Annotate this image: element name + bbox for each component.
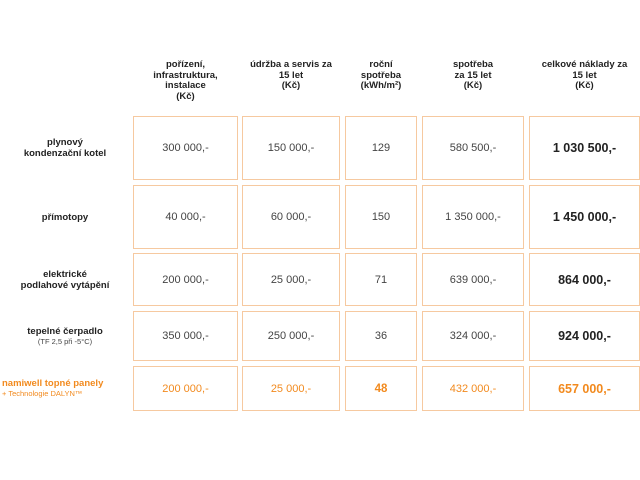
text-line: kondenzační kotel bbox=[23, 148, 107, 159]
table-cell: 150 bbox=[345, 185, 417, 249]
table-cell: 639 000,- bbox=[422, 253, 524, 306]
table-cell: 60 000,- bbox=[242, 185, 340, 249]
table-cell: 432 000,- bbox=[422, 366, 524, 411]
text-line: elektrické bbox=[43, 268, 87, 280]
text-line: (Kč) bbox=[281, 80, 301, 91]
table-cell: 580 500,- bbox=[422, 116, 524, 180]
text-line: celkové náklady za bbox=[541, 59, 628, 70]
text-line: infrastruktura, bbox=[153, 69, 218, 81]
table-cell: 25 000,- bbox=[242, 253, 340, 306]
row-label bbox=[0, 311, 130, 361]
table-cell: 71 bbox=[345, 253, 417, 306]
text-line: (Kč) bbox=[575, 80, 594, 91]
text-line: (kWh/m²) bbox=[360, 80, 402, 91]
text-line: 15 let bbox=[572, 69, 597, 81]
text-line: tepelné čerpadlo bbox=[27, 325, 103, 337]
table-cell: 250 000,- bbox=[242, 311, 340, 361]
table-cell: 36 bbox=[345, 311, 417, 361]
text-line: přímotopy bbox=[41, 211, 89, 223]
text-line: údržba a servis za bbox=[250, 59, 332, 70]
row-label bbox=[2, 366, 132, 411]
text-line: roční bbox=[369, 59, 393, 70]
table-cell: 864 000,- bbox=[529, 253, 640, 306]
text-line: pořízení, bbox=[165, 59, 206, 70]
table-cell: 200 000,- bbox=[133, 253, 238, 306]
text-line: spotřeba bbox=[360, 69, 402, 81]
table-cell: 1 450 000,- bbox=[529, 185, 640, 249]
text-line: instalace bbox=[165, 80, 206, 91]
header-total-cost bbox=[529, 60, 640, 110]
table-cell: 40 000,- bbox=[133, 185, 238, 249]
header-annual-consumption bbox=[345, 60, 417, 110]
table-cell: 48 bbox=[345, 366, 417, 411]
header-consumption-15y bbox=[422, 60, 524, 110]
table-cell: 1 030 500,- bbox=[529, 116, 640, 180]
row-label bbox=[0, 116, 130, 180]
header-maintenance bbox=[242, 60, 340, 110]
text-line: plynový bbox=[47, 137, 83, 148]
table-cell: 924 000,- bbox=[529, 311, 640, 361]
table-cell: 657 000,- bbox=[529, 366, 640, 411]
table-cell: 150 000,- bbox=[242, 116, 340, 180]
row-label bbox=[0, 253, 130, 306]
text-line: namiwell topné panely bbox=[2, 378, 104, 389]
text-line: (Kč) bbox=[176, 90, 195, 102]
text-line: za 15 let bbox=[454, 69, 492, 81]
text-line: (Kč) bbox=[463, 80, 483, 91]
table-cell: 350 000,- bbox=[133, 311, 238, 361]
table-cell: 200 000,- bbox=[133, 366, 238, 411]
table-cell: 324 000,- bbox=[422, 311, 524, 361]
text-line: podlahové vytápění bbox=[20, 279, 110, 291]
table-cell: 300 000,- bbox=[133, 116, 238, 180]
row-label bbox=[0, 185, 130, 249]
row-sublabel: + Technologie DALYN™ bbox=[2, 389, 83, 398]
text-line: spotřeba bbox=[452, 59, 494, 70]
table-cell: 1 350 000,- bbox=[422, 185, 524, 249]
header-acquisition bbox=[133, 60, 238, 110]
table-cell: 129 bbox=[345, 116, 417, 180]
row-sublabel: (TF 2,5 při -5°C) bbox=[37, 336, 93, 346]
table-cell: 25 000,- bbox=[242, 366, 340, 411]
text-line: 15 let bbox=[278, 69, 304, 81]
